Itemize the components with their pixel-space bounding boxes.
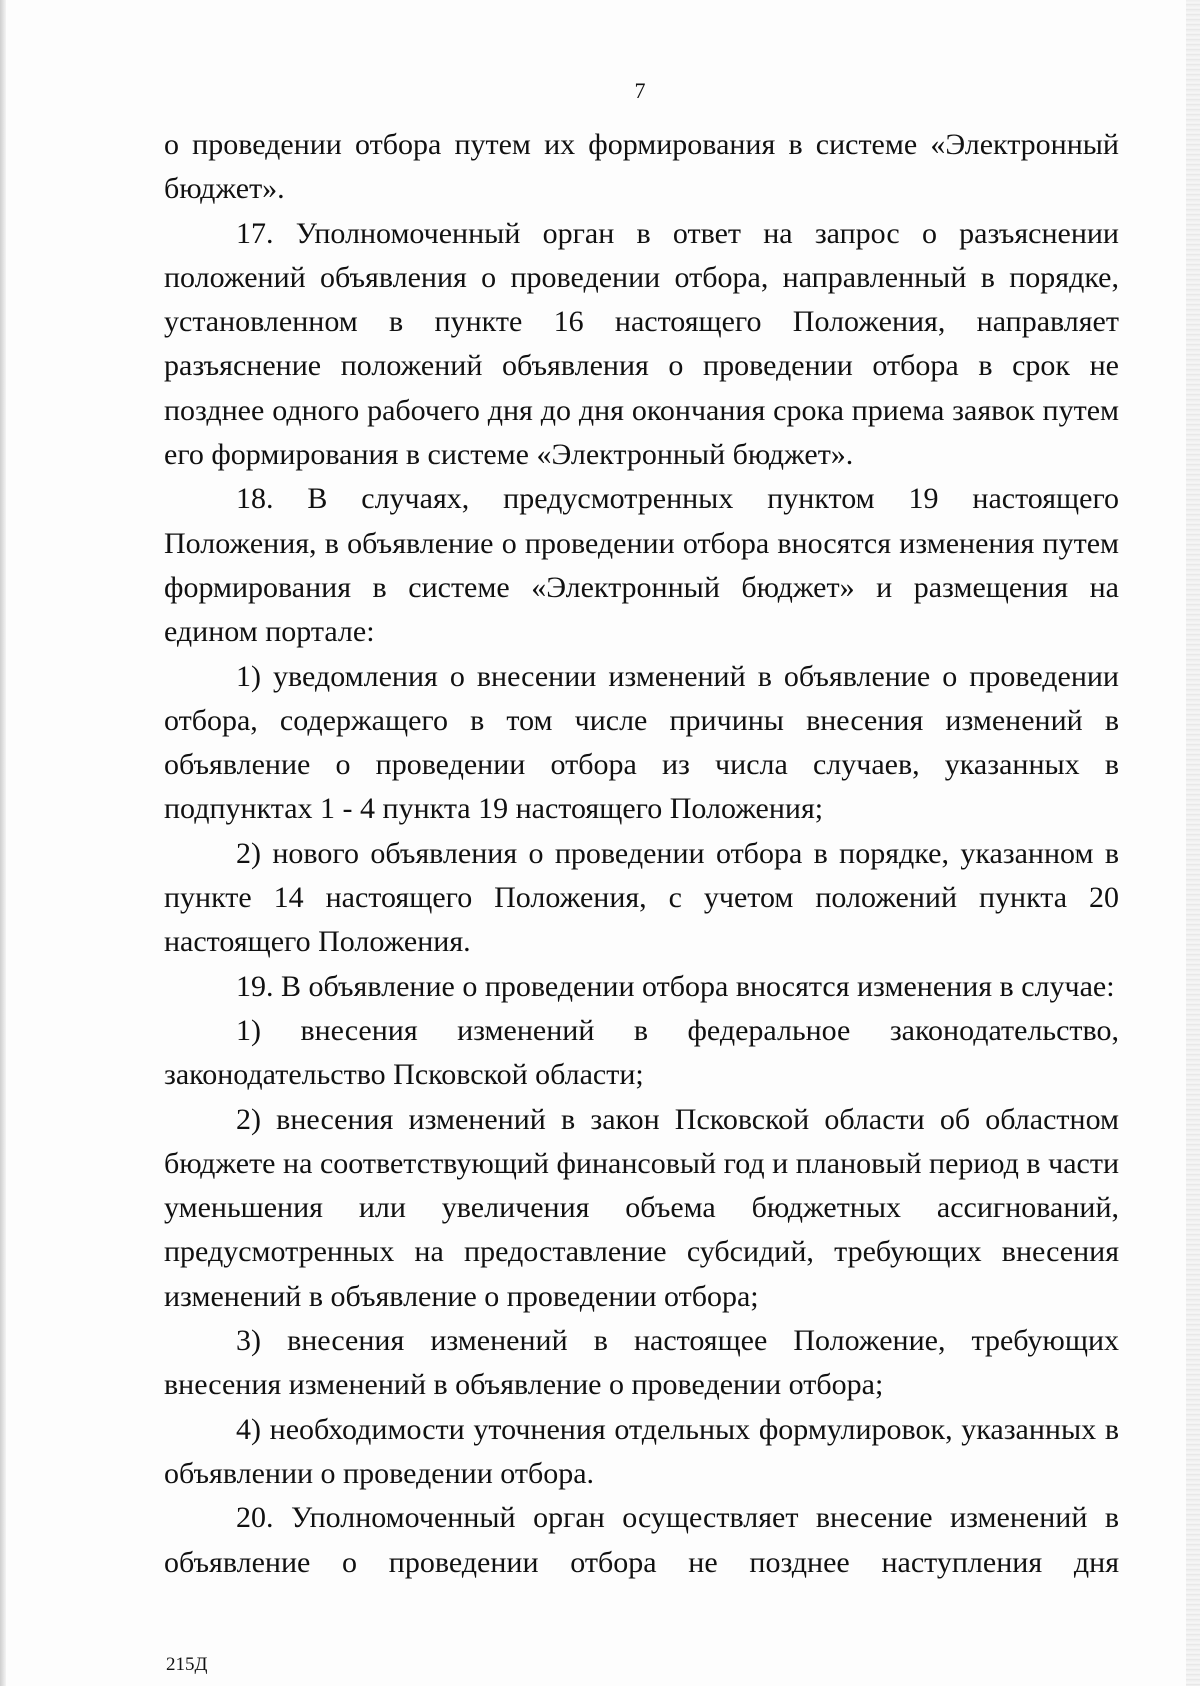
paragraph: 4) необходимости уточнения отдельных формулировок, указанных в объявлении о проведении отбора. (164, 1412, 1119, 1490)
paragraph: 20. Уполномоченный орган осуществляет внесение изменений в объявление о проведении отбора не позднее наступления дня (164, 1501, 1119, 1579)
paragraph: 2) внесения изменений в закон Псковской области об областном бюджете на соответствующий финансовый год и плановый период в части уменьшения или увеличения объема бюджетных ассигнований, предусмотренных на предоставление субсидий, требующих внесения изменений в объявление о проведении отбора; (164, 1102, 1119, 1313)
paragraph: 1) уведомления о внесении изменений в объявление о проведении отбора, содержащего в том числе причины внесения изменений в объявление о проведении отбора из числа случаев, указанных в подпунктах 1 - 4 пункта 19 настоящего Положения; (164, 659, 1119, 826)
paragraph: 3) внесения изменений в настоящее Положение, требующих внесения изменений в объявление о проведении отбора; (164, 1324, 1119, 1402)
document-code: 215Д (166, 1654, 208, 1675)
paragraph: 19. В объявление о проведении отбора вносятся изменения в случае: (236, 969, 1115, 1003)
page-number: 7 (634, 78, 646, 103)
paragraph: 2) нового объявления о проведении отбора в порядке, указанном в пункте 14 настоящего Положения, с учетом положений пункта 20 настоящего Положения. (164, 836, 1119, 959)
document-body (164, 123, 1119, 1585)
scan-edge-left (0, 0, 6, 1686)
paragraph: 18. В случаях, предусмотренных пунктом 19 настоящего Положения, в объявление о проведении отбора вносятся изменения путем формирования в системе «Электронный бюджет» и размещения на едином портале: (164, 482, 1119, 649)
paragraph: 1) внесения изменений в федеральное законодательство, законодательство Псковской области; (164, 1013, 1119, 1092)
paragraph: о проведении отбора путем их формирования в системе «Электронный бюджет». (164, 128, 1119, 206)
paragraph: 17. Уполномоченный орган в ответ на запрос о разъяснении положений объявления о проведении отбора, направленный в порядке, установленном в пункте 16 настоящего Положения, направляет разъяснение положений объявления о проведении отбора в срок не позднее одного рабочего дня до дня окончания срока приема заявок путем его формирования в системе «Электронный бюджет». (164, 216, 1119, 472)
scan-edge-right (1186, 0, 1200, 1686)
